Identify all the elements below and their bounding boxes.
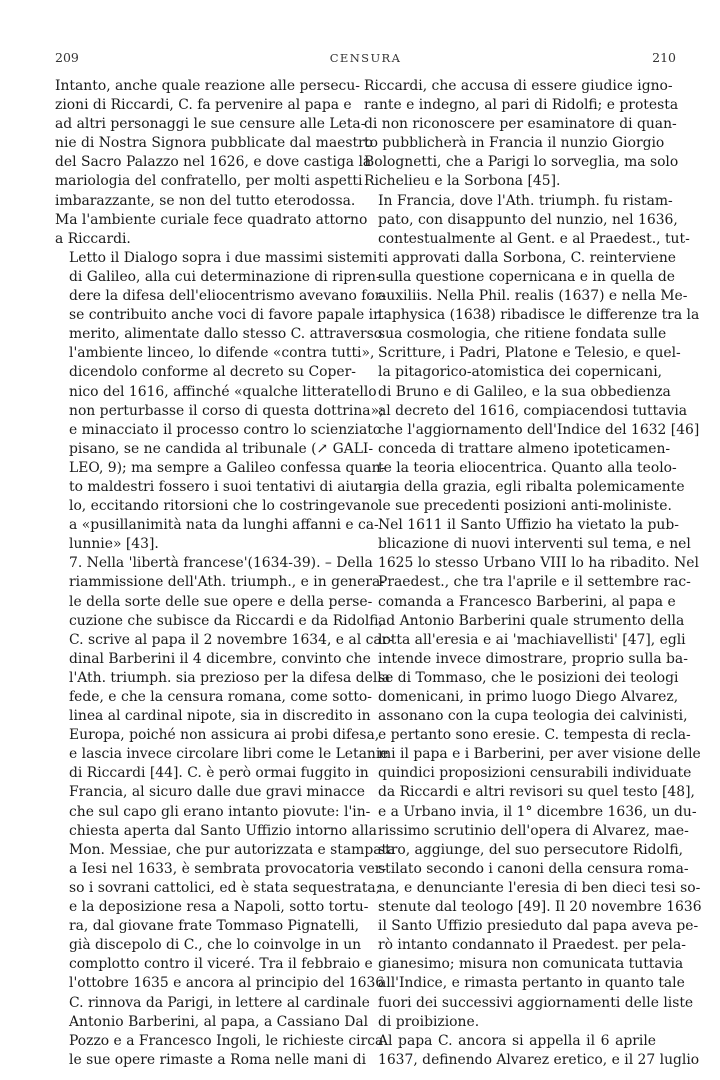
running-title: CENSURA [329, 51, 402, 65]
paragraph [55, 554, 396, 1070]
text-line: che sul capo gli erano intanto piovute: l'in- [69, 803, 371, 820]
page-number-left: 209 [55, 50, 79, 65]
text-line: di Bruno e di Galileo, e la sua obbedienza [378, 383, 671, 400]
text-line: dere la difesa dell'eliocentrismo avevano for- [69, 288, 387, 305]
text-line: di non riconoscere per esaminatore di quan- [364, 116, 677, 133]
text-line: del Sacro Palazzo nel 1626, e dove castiga la [55, 154, 372, 171]
text-line: stro, aggiunge, del suo persecutore Ridolfi, [378, 841, 684, 858]
text-line: rante e indegno, al pari di Ridolfi; e protesta [364, 97, 679, 114]
text-line: blicazione di nuovi interventi sul tema, e nel [378, 536, 691, 553]
text-line: sua cosmologia, che ritiene fondata sulle [378, 326, 667, 343]
text-line: In Francia, dove l'Ath. triumph. fu ristam- [378, 192, 673, 209]
text-line: e a Urbano invia, il 1° dicembre 1636, un du- [378, 803, 697, 820]
text-line: di Galileo, alla cui determinazione di ripren- [69, 268, 381, 285]
text-line: mariologia del confratello, per molti aspetti [55, 173, 363, 190]
text-line: nico del 1616, affinché «qualche litteratello [69, 383, 377, 400]
text-line: linea al cardinal nipote, sia in discredito in [69, 708, 371, 725]
text-line: to pubblicherà in Francia il nunzio Giorgio [364, 135, 665, 152]
text-line: le sue precedenti posizioni anti-moliniste. [378, 498, 672, 515]
text-line: ra, dal giovane frate Tommaso Pignatelli, [69, 918, 360, 935]
text-line: Europa, poiché non assicura ai probi difesa, [69, 727, 380, 744]
text-line: dinal Barberini il 4 dicembre, convinto che [69, 650, 371, 667]
text-line: che l'aggiornamento dell'Indice del 1632 [46] [378, 421, 700, 438]
text-line: di Riccardi [44]. C. è però ormai fuggito in [69, 765, 369, 782]
text-line: chiesta aperta dal Santo Uffizio intorno alla [69, 822, 377, 839]
text-line: pisano, se ne candida al tribunale (↗ GALI- [69, 440, 374, 457]
text-line: dicendolo conforme al decreto su Coper- [69, 364, 356, 381]
text-line: 1625 lo stesso Urbano VIII lo ha ribadito. Nel [378, 555, 699, 572]
text-line: riammissione dell'Ath. triumph., e in genera- [69, 574, 385, 591]
text-line: intende invece dimostrare, proprio sulla ba- [378, 650, 688, 667]
text-line: na, e denunciante l'eresia di ben dieci tesi so- [378, 879, 701, 896]
paragraph [55, 249, 387, 555]
text-line: stilato secondo i canoni della censura roma- [378, 860, 689, 877]
paragraph [364, 1032, 700, 1070]
paragraph [55, 77, 374, 249]
text-line: Ma l'ambiente curiale fece quadrato attorno [55, 211, 368, 228]
text-line: il Santo Uffizio presieduto dal papa aveva pe- [378, 918, 699, 935]
text-line: C. rinnova da Parigi, in lettere al cardinale [69, 994, 370, 1011]
text-line: te la teoria eliocentrica. Quanto alla teolo- [378, 459, 677, 476]
text-line: Scritture, i Padri, Platone e Telesio, e quel- [378, 345, 681, 362]
text-line: non perturbasse il corso di questa dottrina»; [69, 402, 384, 419]
text-line: la pitagorico-atomistica dei copernicani, [378, 364, 663, 381]
text-line: taphysica (1638) ribadisce le differenze tra la [378, 307, 700, 324]
text-line: conceda di trattare almeno ipoteticamen- [378, 440, 671, 457]
text-line: Bolognetti, che a Parigi lo sorveglia, ma solo [364, 154, 679, 171]
text-line: a «pusillanimità nata da lunghi affanni e ca- [69, 517, 379, 534]
text-line: e lascia invece circolare libri come le Letanie [69, 746, 389, 763]
text-line: al decreto del 1616, compiacendosi tuttavia [378, 402, 688, 419]
text-line: assonano con la cupa teologia dei calvinisti, [378, 708, 688, 725]
text-line: e pertanto sono eresie. C. tempesta di recla- [378, 727, 691, 744]
right-column [364, 77, 702, 1070]
paragraph [364, 192, 702, 1032]
text-line: complotto contro il viceré. Tra il febbraio e [69, 956, 373, 973]
text-line: quindici proposizioni censurabili individuate [378, 765, 692, 782]
text-line: l'Ath. triumph. sia prezioso per la difesa della [69, 669, 391, 686]
text-line: l'ambiente linceo, lo difende «contra tutti», [69, 345, 375, 362]
text-line: lo, eccitando ritorsioni che lo costringevano [69, 498, 379, 515]
text-line: stenute dal teologo [49]. Il 20 novembre 1636 [378, 899, 702, 916]
text-line: gianesimo; misura non comunicata tuttavia [378, 956, 684, 973]
text-line: se contribuito anche voci di favore papale in [69, 307, 383, 324]
text-line: Riccardi, che accusa di essere giudice igno- [364, 78, 673, 94]
text-line: Antonio Barberini, al papa, a Cassiano Dal [69, 1013, 369, 1030]
text-line: cuzione che subisce da Riccardi e da Ridolfi, [69, 612, 383, 629]
text-line: ti approvati dalla Sorbona, C. reinterviene [378, 249, 676, 266]
text-line: se di Tommaso, che le posizioni dei teologi [378, 669, 679, 686]
text-line: le della sorte delle sue opere e della perse- [69, 593, 373, 610]
text-line: di proibizione. [378, 1013, 480, 1030]
text-line: da Riccardi e altri revisori su quel testo [48], [378, 784, 695, 801]
text-line: to maldestri fossero i suoi tentativi di aiutar- [69, 478, 385, 495]
left-column [55, 77, 396, 1070]
text-line: lunnie» [43]. [69, 536, 159, 553]
text-line: ad altri personaggi le sue censure alle Leta- [55, 116, 366, 133]
text-line: LEO, 9); ma sempre a Galileo confessa quan- [69, 459, 386, 476]
text-line: lotta all'eresia e ai 'machiavellisti' [47], egli [378, 631, 686, 648]
text-line: le sue opere rimaste a Roma nelle mani di [69, 1051, 367, 1068]
text-line: imbarazzante, se non del tutto eterodossa. [55, 192, 356, 209]
text-line: Intanto, anche quale reazione alle persecu- [55, 78, 360, 94]
text-line: fuori dei successivi aggiornamenti delle liste [378, 994, 694, 1011]
text-line: Francia, al sicuro dalle due gravi minacce [69, 784, 366, 801]
page-number-right: 210 [652, 50, 676, 65]
text-line: e la deposizione resa a Napoli, sotto tortu- [69, 899, 369, 916]
text-line: domenicani, in primo luogo Diego Alvarez, [378, 689, 679, 705]
text-line: Letto il Dialogo sopra i due massimi sistemi [69, 249, 378, 266]
text-line: a Iesi nel 1633, è sembrata provocatoria ver- [69, 860, 387, 877]
text-line: Al papa C. ancora si appella il 6 aprile [378, 1032, 656, 1049]
text-line: Nel 1611 il Santo Uffizio ha vietato la pub- [378, 517, 679, 534]
text-line: rò intanto condannato il Praedest. per pela- [378, 937, 686, 954]
text-line: a Riccardi. [55, 230, 131, 247]
text-line: Mon. Messiae, che pur autorizzata e stampata [69, 841, 396, 858]
text-line: comanda a Francesco Barberini, al papa e [378, 593, 676, 610]
text-line: l'ottobre 1635 e ancora al principio del 1636 [69, 975, 385, 992]
text-line: già discepolo di C., che lo coinvolge in un [69, 937, 362, 954]
text-line: so i sovrani cattolici, ed è stata sequestrata; [69, 879, 381, 896]
paragraph [364, 77, 679, 192]
text-line: auxiliis. Nella Phil. realis (1637) e nella Me- [378, 288, 688, 305]
text-line: C. scrive al papa il 2 novembre 1634, e al car- [69, 631, 393, 648]
text-line: gia della grazia, egli ribalta polemicamente [378, 478, 685, 495]
text-line: Pozzo e a Francesco Ingoli, le richieste circa [69, 1032, 384, 1049]
text-line: 7. Nella 'libertà francese'(1634-39). – Della [69, 555, 373, 572]
text-line: e minacciato il processo contro lo scienziato [69, 421, 382, 438]
text-line: nie di Nostra Signora pubblicate dal maestro [55, 135, 374, 152]
text-line: zioni di Riccardi, C. fa pervenire al papa e [55, 97, 352, 114]
text-line: all'Indice, e rimasta pertanto in quanto tale [378, 975, 685, 992]
running-header [55, 50, 676, 68]
text-line: mi il papa e i Barberini, per aver visione delle [378, 746, 701, 763]
text-line: contestualmente al Gent. e al Praedest., tut- [378, 230, 690, 247]
text-line: rissimo scrutinio dell'opera di Alvarez, mae- [378, 822, 689, 839]
text-line: merito, alimentate dallo stesso C. attraverso [69, 326, 383, 343]
text-line: pato, con disappunto del nunzio, nel 1636, [378, 211, 678, 228]
text-line: ad Antonio Barberini quale strumento della [378, 612, 685, 629]
text-line: 1637, definendo Alvarez eretico, e il 27 luglio [378, 1051, 700, 1068]
text-line: sulla questione copernicana e in quella de [378, 268, 675, 285]
text-line: fede, e che la censura romana, come sotto- [69, 689, 372, 705]
text-line: Praedest., che tra l'aprile e il settembre rac- [378, 574, 691, 591]
text-line: Richelieu e la Sorbona [45]. [364, 173, 561, 190]
